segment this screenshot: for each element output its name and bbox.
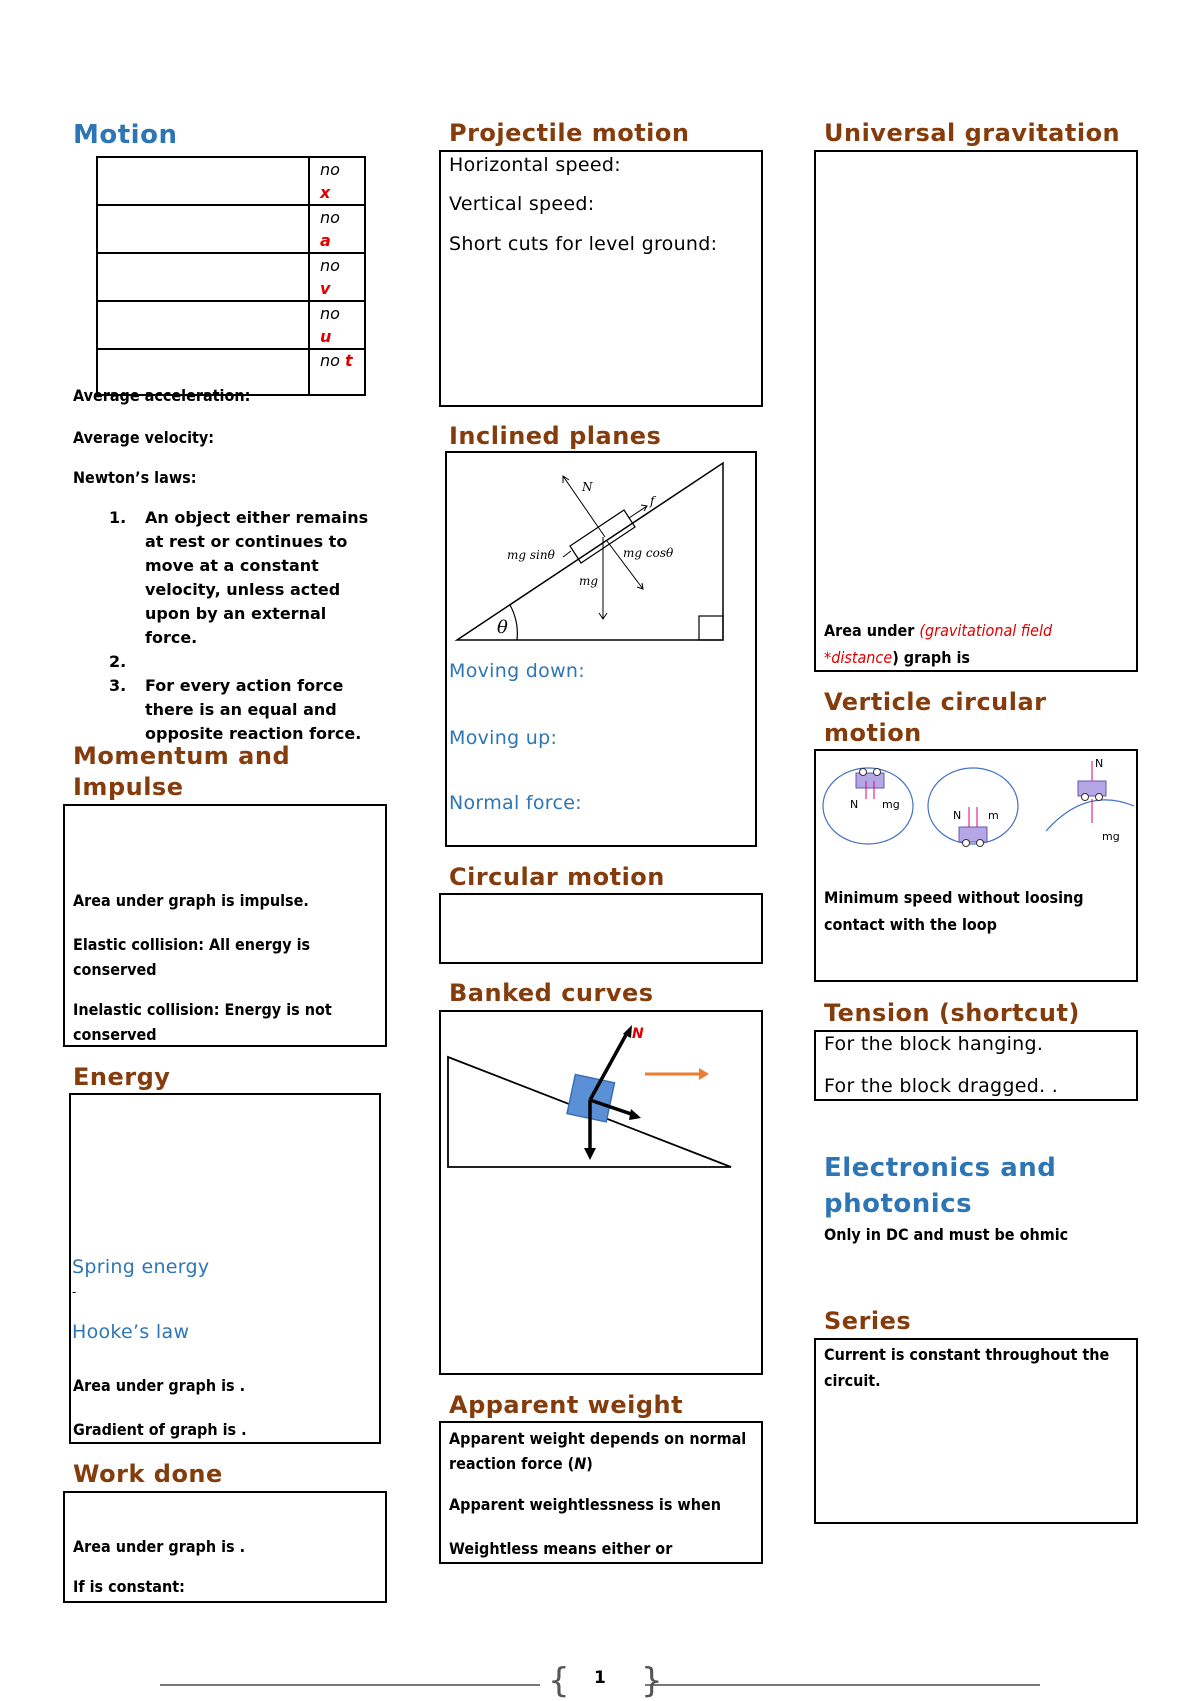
spring-energy-label: Spring energy bbox=[72, 1256, 210, 1278]
inclined-planes-heading: Inclined planes bbox=[449, 422, 662, 450]
series-current-text: Current is constant throughout the circuit. bbox=[824, 1345, 1110, 1390]
n-label: N bbox=[850, 798, 859, 811]
cart-wheel bbox=[860, 769, 867, 776]
cart-wheel bbox=[874, 769, 881, 776]
table-row: no a bbox=[97, 205, 365, 253]
level-ground-shortcuts: Short cuts for level ground: bbox=[449, 233, 718, 255]
hookes-law-label: Hooke’s law bbox=[72, 1321, 190, 1343]
energy-area-text: Area under graph is . bbox=[73, 1376, 246, 1395]
average-velocity: Average velocity: bbox=[73, 428, 215, 447]
n-label: N bbox=[632, 1026, 644, 1042]
cart-wheel bbox=[963, 840, 970, 847]
n-label: N bbox=[1095, 757, 1104, 770]
friction-arrowhead bbox=[629, 1109, 641, 1120]
series-heading: Series bbox=[824, 1307, 912, 1335]
table-row: no u bbox=[97, 301, 365, 349]
moving-down-label: Moving down: bbox=[449, 660, 585, 682]
elastic-collision-text: Elastic collision: All energy is conserved bbox=[73, 935, 311, 979]
horizontal-speed: Horizontal speed: bbox=[449, 154, 621, 176]
m-label: m bbox=[988, 809, 999, 822]
impulse-text: Area under graph is impulse. bbox=[73, 891, 309, 910]
gravitation-area-text: Area under (gravitational field *distance) graph is bbox=[824, 621, 1053, 667]
angle-arc bbox=[510, 605, 517, 640]
work-constant-text: If is constant: bbox=[73, 1577, 185, 1596]
table-row: no x bbox=[97, 157, 365, 205]
motion-equations-table bbox=[96, 156, 366, 396]
apparent-weight-heading: Apparent weight bbox=[449, 1391, 684, 1419]
weight-arrowhead bbox=[584, 1148, 596, 1160]
motion-heading: Motion bbox=[73, 120, 178, 150]
average-acceleration: Average acceleration: bbox=[73, 386, 251, 405]
banked-curves-heading: Banked curves bbox=[449, 979, 654, 1007]
footer-bracket-right: } bbox=[641, 1661, 663, 1701]
table-row: no t bbox=[97, 349, 365, 395]
energy-gradient-text: Gradient of graph is . bbox=[73, 1420, 247, 1439]
cart-shape bbox=[959, 827, 987, 842]
mg-label: mg bbox=[1102, 830, 1120, 843]
direction-arrowhead bbox=[699, 1068, 709, 1080]
electronics-heading: Electronics and photonics bbox=[824, 1153, 1057, 1219]
projectile-box bbox=[439, 150, 763, 407]
circular-motion-box bbox=[439, 893, 763, 964]
cart-shape bbox=[1078, 781, 1106, 796]
vertical-circular-heading: Verticle circular motion bbox=[824, 688, 1047, 747]
mgsin-label: mg sinθ bbox=[507, 548, 555, 562]
cart-wheel bbox=[977, 840, 984, 847]
weightless-means-text: Weightless means either or bbox=[449, 1539, 673, 1558]
hill-curve bbox=[1046, 800, 1134, 831]
normal-force-label: Normal force: bbox=[449, 792, 582, 814]
cart-shape bbox=[856, 773, 884, 788]
ohmic-text: Only in DC and must be ohmic bbox=[824, 1225, 1069, 1244]
list-item: 2. bbox=[109, 652, 127, 671]
footer-bracket-left: { bbox=[548, 1661, 570, 1701]
cart-wheel bbox=[1096, 794, 1103, 801]
work-done-heading: Work done bbox=[73, 1460, 223, 1488]
weightlessness-text: Apparent weightlessness is when bbox=[449, 1495, 721, 1514]
page-number: 1 bbox=[594, 1668, 606, 1688]
projectile-heading: Projectile motion bbox=[449, 119, 690, 147]
n-label: N bbox=[953, 809, 962, 822]
list-item: 3. For every action force there is an equal and opposite reaction force. bbox=[109, 676, 362, 743]
circular-motion-heading: Circular motion bbox=[449, 863, 665, 891]
mgsin-arrow bbox=[563, 551, 571, 557]
footer-line-left bbox=[160, 1684, 540, 1686]
vertical-speed: Vertical speed: bbox=[449, 193, 595, 215]
mg-label: mg bbox=[882, 798, 900, 811]
work-area-text: Area under graph is . bbox=[73, 1537, 246, 1556]
table-row: no v bbox=[97, 253, 365, 301]
momentum-heading: Momentum and Impulse bbox=[73, 742, 291, 801]
dash-text: - bbox=[72, 1285, 77, 1299]
mg-label: mg bbox=[579, 574, 599, 588]
vertical-circle-diagram bbox=[816, 751, 1136, 851]
inclined-plane-diagram bbox=[447, 453, 755, 653]
mgcos-label: mg cosθ bbox=[623, 546, 674, 560]
inelastic-collision-text: Inelastic collision: Energy is not conserved bbox=[73, 1000, 332, 1044]
list-item: 1. An object either remains at rest or continues to move at a constant velocity, unless acted upon by an external force. bbox=[109, 508, 369, 647]
block-hanging-text: For the block hanging. bbox=[824, 1033, 1044, 1055]
theta-label: θ bbox=[497, 617, 508, 638]
right-angle-mark bbox=[699, 616, 723, 640]
gravitation-heading: Universal gravitation bbox=[824, 119, 1121, 147]
gravitation-box bbox=[814, 150, 1138, 672]
block-dragged-text: For the block dragged. . bbox=[824, 1075, 1059, 1097]
f-label: f bbox=[650, 494, 655, 508]
newtons-laws-label: Newton’s laws: bbox=[73, 468, 197, 487]
n-label: N bbox=[582, 480, 593, 494]
tension-heading: Tension (shortcut) bbox=[824, 999, 1080, 1027]
footer-line-right bbox=[645, 1684, 1040, 1686]
banked-curve-diagram bbox=[441, 1012, 761, 1212]
minimum-speed-text: Minimum speed without loosing contact with the loop bbox=[824, 888, 1084, 934]
moving-up-label: Moving up: bbox=[449, 727, 558, 749]
energy-heading: Energy bbox=[73, 1063, 171, 1091]
cart-wheel bbox=[1082, 794, 1089, 801]
newtons-laws-list bbox=[109, 506, 384, 746]
apparent-weight-text: Apparent weight depends on normal reaction force (N) bbox=[449, 1429, 747, 1473]
